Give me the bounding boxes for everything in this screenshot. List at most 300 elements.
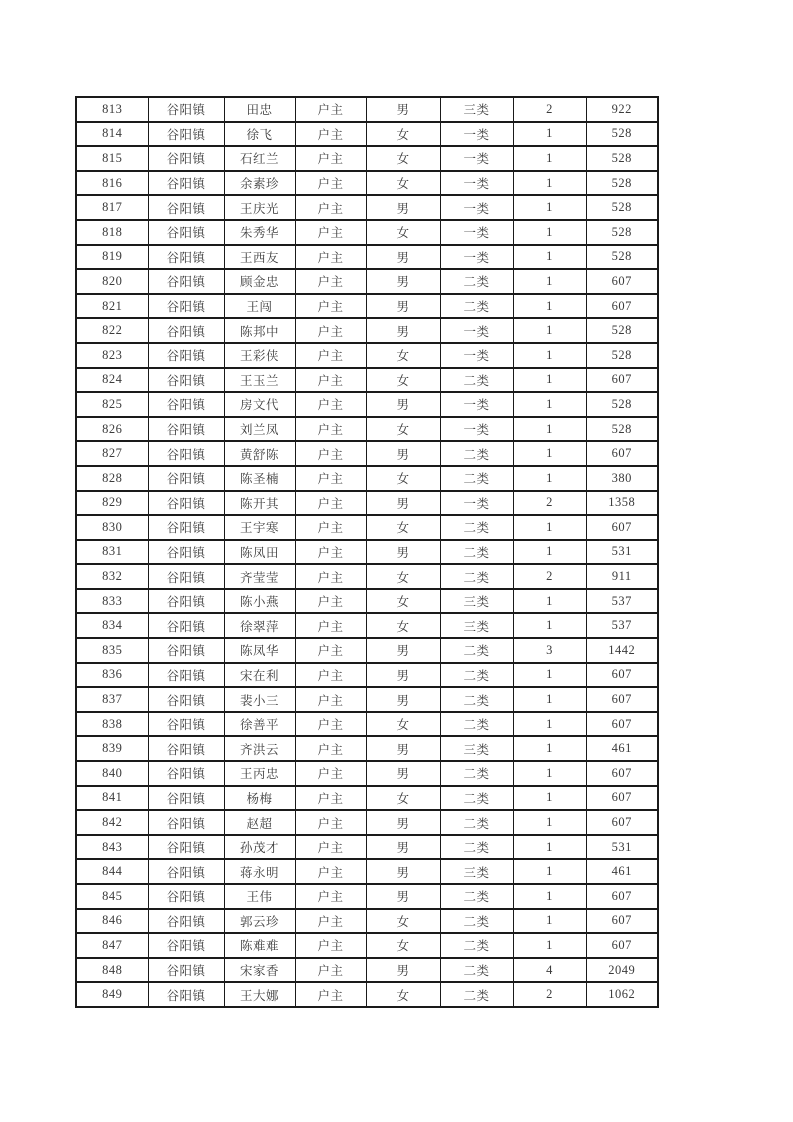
cell-gender: 女 (366, 343, 440, 368)
table-row (76, 195, 658, 220)
cell-name: 陈开其 (224, 491, 295, 516)
cell-town: 谷阳镇 (148, 786, 224, 811)
cell-gender: 女 (366, 220, 440, 245)
cell-amount: 911 (586, 564, 658, 589)
table-row (76, 171, 658, 196)
cell-relation: 户主 (295, 245, 366, 270)
cell-category: 二类 (440, 982, 513, 1007)
cell-amount: 607 (586, 712, 658, 737)
cell-category: 二类 (440, 540, 513, 565)
cell-name: 裴小三 (224, 687, 295, 712)
cell-serial: 842 (76, 810, 148, 835)
cell-name: 徐翠萍 (224, 613, 295, 638)
table-row (76, 122, 658, 147)
table-row (76, 491, 658, 516)
cell-town: 谷阳镇 (148, 368, 224, 393)
cell-serial: 815 (76, 146, 148, 171)
cell-amount: 528 (586, 392, 658, 417)
cell-category: 一类 (440, 171, 513, 196)
cell-relation: 户主 (295, 982, 366, 1007)
table-row (76, 220, 658, 245)
cell-relation: 户主 (295, 712, 366, 737)
table-row (76, 466, 658, 491)
cell-serial: 824 (76, 368, 148, 393)
cell-gender: 男 (366, 884, 440, 909)
cell-town: 谷阳镇 (148, 810, 224, 835)
cell-count: 1 (513, 417, 586, 442)
table-row (76, 884, 658, 909)
cell-amount: 607 (586, 909, 658, 934)
cell-town: 谷阳镇 (148, 761, 224, 786)
cell-relation: 户主 (295, 195, 366, 220)
cell-serial: 830 (76, 515, 148, 540)
cell-amount: 528 (586, 146, 658, 171)
cell-town: 谷阳镇 (148, 909, 224, 934)
table-row (76, 294, 658, 319)
cell-relation: 户主 (295, 97, 366, 122)
cell-amount: 607 (586, 294, 658, 319)
cell-category: 三类 (440, 736, 513, 761)
cell-serial: 822 (76, 318, 148, 343)
cell-amount: 607 (586, 810, 658, 835)
cell-name: 齐洪云 (224, 736, 295, 761)
cell-gender: 男 (366, 195, 440, 220)
cell-town: 谷阳镇 (148, 638, 224, 663)
table-row (76, 687, 658, 712)
cell-relation: 户主 (295, 368, 366, 393)
cell-town: 谷阳镇 (148, 392, 224, 417)
cell-category: 二类 (440, 638, 513, 663)
cell-town: 谷阳镇 (148, 515, 224, 540)
cell-amount: 1442 (586, 638, 658, 663)
cell-town: 谷阳镇 (148, 466, 224, 491)
cell-count: 1 (513, 613, 586, 638)
cell-town: 谷阳镇 (148, 97, 224, 122)
cell-serial: 836 (76, 663, 148, 688)
cell-town: 谷阳镇 (148, 491, 224, 516)
cell-gender: 女 (366, 171, 440, 196)
cell-relation: 户主 (295, 318, 366, 343)
cell-gender: 女 (366, 982, 440, 1007)
cell-category: 一类 (440, 220, 513, 245)
cell-name: 王玉兰 (224, 368, 295, 393)
table-row (76, 810, 658, 835)
cell-amount: 922 (586, 97, 658, 122)
cell-name: 陈凤华 (224, 638, 295, 663)
cell-relation: 户主 (295, 171, 366, 196)
cell-name: 郭云珍 (224, 909, 295, 934)
cell-name: 石红兰 (224, 146, 295, 171)
table-row (76, 909, 658, 934)
cell-category: 二类 (440, 884, 513, 909)
cell-amount: 607 (586, 515, 658, 540)
cell-serial: 843 (76, 835, 148, 860)
cell-town: 谷阳镇 (148, 613, 224, 638)
cell-gender: 男 (366, 269, 440, 294)
cell-relation: 户主 (295, 269, 366, 294)
table-row (76, 146, 658, 171)
cell-count: 1 (513, 122, 586, 147)
cell-relation: 户主 (295, 220, 366, 245)
cell-town: 谷阳镇 (148, 318, 224, 343)
cell-amount: 1062 (586, 982, 658, 1007)
table-row (76, 933, 658, 958)
cell-category: 二类 (440, 786, 513, 811)
cell-relation: 户主 (295, 884, 366, 909)
cell-gender: 男 (366, 540, 440, 565)
cell-count: 1 (513, 368, 586, 393)
cell-town: 谷阳镇 (148, 663, 224, 688)
cell-name: 王大娜 (224, 982, 295, 1007)
cell-count: 2 (513, 491, 586, 516)
cell-serial: 828 (76, 466, 148, 491)
cell-town: 谷阳镇 (148, 884, 224, 909)
cell-category: 一类 (440, 343, 513, 368)
cell-name: 陈难难 (224, 933, 295, 958)
cell-count: 1 (513, 466, 586, 491)
cell-serial: 823 (76, 343, 148, 368)
cell-count: 1 (513, 171, 586, 196)
cell-town: 谷阳镇 (148, 195, 224, 220)
cell-relation: 户主 (295, 909, 366, 934)
cell-gender: 女 (366, 146, 440, 171)
cell-category: 二类 (440, 564, 513, 589)
cell-relation: 户主 (295, 466, 366, 491)
cell-relation: 户主 (295, 810, 366, 835)
cell-gender: 女 (366, 933, 440, 958)
cell-relation: 户主 (295, 638, 366, 663)
cell-town: 谷阳镇 (148, 245, 224, 270)
cell-category: 二类 (440, 761, 513, 786)
cell-amount: 528 (586, 245, 658, 270)
cell-name: 徐飞 (224, 122, 295, 147)
cell-town: 谷阳镇 (148, 687, 224, 712)
cell-category: 二类 (440, 663, 513, 688)
cell-relation: 户主 (295, 146, 366, 171)
cell-relation: 户主 (295, 736, 366, 761)
cell-amount: 607 (586, 786, 658, 811)
cell-count: 1 (513, 195, 586, 220)
cell-count: 4 (513, 958, 586, 983)
cell-count: 1 (513, 318, 586, 343)
cell-name: 王丙忠 (224, 761, 295, 786)
cell-category: 一类 (440, 491, 513, 516)
cell-relation: 户主 (295, 589, 366, 614)
table-row (76, 786, 658, 811)
table-body (76, 97, 658, 1007)
cell-gender: 女 (366, 564, 440, 589)
table-row (76, 441, 658, 466)
cell-count: 2 (513, 982, 586, 1007)
table-row (76, 343, 658, 368)
cell-gender: 男 (366, 810, 440, 835)
cell-serial: 829 (76, 491, 148, 516)
table-row (76, 564, 658, 589)
cell-category: 一类 (440, 195, 513, 220)
cell-gender: 女 (366, 909, 440, 934)
cell-town: 谷阳镇 (148, 269, 224, 294)
cell-town: 谷阳镇 (148, 294, 224, 319)
table-row (76, 613, 658, 638)
cell-relation: 户主 (295, 515, 366, 540)
cell-count: 1 (513, 736, 586, 761)
cell-amount: 607 (586, 687, 658, 712)
cell-category: 三类 (440, 589, 513, 614)
table-row (76, 245, 658, 270)
table-row (76, 318, 658, 343)
cell-relation: 户主 (295, 392, 366, 417)
cell-count: 1 (513, 220, 586, 245)
cell-town: 谷阳镇 (148, 589, 224, 614)
cell-town: 谷阳镇 (148, 220, 224, 245)
cell-count: 1 (513, 761, 586, 786)
cell-relation: 户主 (295, 343, 366, 368)
cell-serial: 849 (76, 982, 148, 1007)
cell-town: 谷阳镇 (148, 835, 224, 860)
cell-serial: 833 (76, 589, 148, 614)
cell-count: 1 (513, 294, 586, 319)
cell-amount: 537 (586, 589, 658, 614)
cell-amount: 607 (586, 663, 658, 688)
cell-amount: 528 (586, 171, 658, 196)
cell-gender: 男 (366, 392, 440, 417)
cell-category: 二类 (440, 515, 513, 540)
cell-serial: 826 (76, 417, 148, 442)
cell-serial: 841 (76, 786, 148, 811)
cell-town: 谷阳镇 (148, 146, 224, 171)
cell-town: 谷阳镇 (148, 712, 224, 737)
cell-gender: 女 (366, 613, 440, 638)
cell-serial: 838 (76, 712, 148, 737)
cell-count: 3 (513, 638, 586, 663)
cell-count: 1 (513, 343, 586, 368)
cell-category: 二类 (440, 958, 513, 983)
cell-relation: 户主 (295, 122, 366, 147)
cell-category: 二类 (440, 441, 513, 466)
cell-gender: 男 (366, 736, 440, 761)
cell-count: 1 (513, 392, 586, 417)
cell-amount: 531 (586, 835, 658, 860)
cell-name: 蒋永明 (224, 859, 295, 884)
cell-amount: 2049 (586, 958, 658, 983)
cell-category: 一类 (440, 392, 513, 417)
cell-category: 二类 (440, 712, 513, 737)
cell-gender: 女 (366, 368, 440, 393)
cell-serial: 837 (76, 687, 148, 712)
cell-amount: 607 (586, 933, 658, 958)
cell-count: 1 (513, 146, 586, 171)
cell-name: 王庆光 (224, 195, 295, 220)
cell-gender: 男 (366, 491, 440, 516)
cell-relation: 户主 (295, 933, 366, 958)
cell-name: 王宇寒 (224, 515, 295, 540)
cell-relation: 户主 (295, 859, 366, 884)
cell-serial: 844 (76, 859, 148, 884)
cell-amount: 528 (586, 220, 658, 245)
cell-count: 1 (513, 540, 586, 565)
cell-relation: 户主 (295, 540, 366, 565)
cell-count: 1 (513, 835, 586, 860)
cell-category: 一类 (440, 122, 513, 147)
cell-name: 宋在利 (224, 663, 295, 688)
cell-count: 1 (513, 687, 586, 712)
cell-relation: 户主 (295, 294, 366, 319)
cell-name: 田忠 (224, 97, 295, 122)
cell-category: 二类 (440, 466, 513, 491)
cell-name: 王彩侠 (224, 343, 295, 368)
cell-serial: 846 (76, 909, 148, 934)
cell-category: 二类 (440, 368, 513, 393)
cell-category: 二类 (440, 810, 513, 835)
cell-amount: 607 (586, 368, 658, 393)
cell-category: 二类 (440, 269, 513, 294)
cell-count: 1 (513, 589, 586, 614)
cell-gender: 男 (366, 859, 440, 884)
cell-name: 陈小燕 (224, 589, 295, 614)
cell-amount: 607 (586, 761, 658, 786)
cell-town: 谷阳镇 (148, 540, 224, 565)
table-row (76, 663, 658, 688)
table-row (76, 368, 658, 393)
cell-count: 1 (513, 663, 586, 688)
cell-name: 陈邦中 (224, 318, 295, 343)
cell-count: 1 (513, 909, 586, 934)
cell-category: 三类 (440, 613, 513, 638)
cell-count: 2 (513, 97, 586, 122)
table-row (76, 761, 658, 786)
cell-gender: 男 (366, 835, 440, 860)
cell-town: 谷阳镇 (148, 343, 224, 368)
cell-category: 三类 (440, 859, 513, 884)
cell-gender: 女 (366, 712, 440, 737)
cell-name: 房文代 (224, 392, 295, 417)
cell-category: 二类 (440, 687, 513, 712)
cell-serial: 840 (76, 761, 148, 786)
cell-serial: 817 (76, 195, 148, 220)
cell-count: 1 (513, 786, 586, 811)
table-row (76, 835, 658, 860)
cell-gender: 男 (366, 97, 440, 122)
table-row (76, 97, 658, 122)
cell-gender: 男 (366, 294, 440, 319)
cell-serial: 825 (76, 392, 148, 417)
cell-serial: 821 (76, 294, 148, 319)
cell-amount: 607 (586, 884, 658, 909)
cell-town: 谷阳镇 (148, 736, 224, 761)
cell-amount: 380 (586, 466, 658, 491)
cell-gender: 女 (366, 122, 440, 147)
cell-town: 谷阳镇 (148, 958, 224, 983)
cell-gender: 男 (366, 687, 440, 712)
cell-name: 王伟 (224, 884, 295, 909)
cell-gender: 男 (366, 663, 440, 688)
table-row (76, 269, 658, 294)
cell-serial: 835 (76, 638, 148, 663)
cell-count: 1 (513, 515, 586, 540)
cell-serial: 814 (76, 122, 148, 147)
cell-amount: 531 (586, 540, 658, 565)
cell-name: 朱秀华 (224, 220, 295, 245)
cell-amount: 528 (586, 417, 658, 442)
cell-gender: 男 (366, 958, 440, 983)
table-row (76, 859, 658, 884)
cell-relation: 户主 (295, 786, 366, 811)
cell-name: 王西友 (224, 245, 295, 270)
cell-gender: 男 (366, 441, 440, 466)
cell-town: 谷阳镇 (148, 982, 224, 1007)
cell-serial: 816 (76, 171, 148, 196)
cell-relation: 户主 (295, 564, 366, 589)
cell-relation: 户主 (295, 613, 366, 638)
cell-count: 2 (513, 564, 586, 589)
cell-name: 陈凤田 (224, 540, 295, 565)
cell-gender: 男 (366, 761, 440, 786)
table-row (76, 589, 658, 614)
cell-relation: 户主 (295, 491, 366, 516)
cell-name: 徐善平 (224, 712, 295, 737)
cell-serial: 848 (76, 958, 148, 983)
cell-town: 谷阳镇 (148, 417, 224, 442)
cell-gender: 男 (366, 245, 440, 270)
cell-category: 一类 (440, 245, 513, 270)
cell-town: 谷阳镇 (148, 933, 224, 958)
cell-amount: 461 (586, 736, 658, 761)
household-subsidy-table (75, 96, 659, 1008)
cell-name: 宋家香 (224, 958, 295, 983)
cell-name: 余素珍 (224, 171, 295, 196)
cell-category: 三类 (440, 97, 513, 122)
cell-relation: 户主 (295, 835, 366, 860)
cell-count: 1 (513, 933, 586, 958)
cell-relation: 户主 (295, 687, 366, 712)
cell-relation: 户主 (295, 663, 366, 688)
cell-gender: 男 (366, 638, 440, 663)
cell-serial: 839 (76, 736, 148, 761)
cell-category: 二类 (440, 909, 513, 934)
cell-serial: 834 (76, 613, 148, 638)
table-row (76, 638, 658, 663)
cell-name: 陈圣楠 (224, 466, 295, 491)
cell-serial: 827 (76, 441, 148, 466)
cell-relation: 户主 (295, 441, 366, 466)
cell-amount: 528 (586, 343, 658, 368)
cell-category: 二类 (440, 835, 513, 860)
cell-amount: 537 (586, 613, 658, 638)
cell-category: 一类 (440, 146, 513, 171)
cell-count: 1 (513, 712, 586, 737)
cell-serial: 819 (76, 245, 148, 270)
cell-amount: 528 (586, 122, 658, 147)
table-row (76, 515, 658, 540)
cell-count: 1 (513, 441, 586, 466)
cell-amount: 528 (586, 195, 658, 220)
cell-amount: 607 (586, 269, 658, 294)
cell-name: 王闯 (224, 294, 295, 319)
cell-town: 谷阳镇 (148, 122, 224, 147)
cell-town: 谷阳镇 (148, 859, 224, 884)
cell-town: 谷阳镇 (148, 171, 224, 196)
table-row (76, 982, 658, 1007)
cell-serial: 847 (76, 933, 148, 958)
cell-count: 1 (513, 269, 586, 294)
cell-amount: 607 (586, 441, 658, 466)
cell-gender: 女 (366, 589, 440, 614)
cell-town: 谷阳镇 (148, 564, 224, 589)
cell-serial: 820 (76, 269, 148, 294)
table-row (76, 958, 658, 983)
cell-gender: 男 (366, 318, 440, 343)
cell-town: 谷阳镇 (148, 441, 224, 466)
